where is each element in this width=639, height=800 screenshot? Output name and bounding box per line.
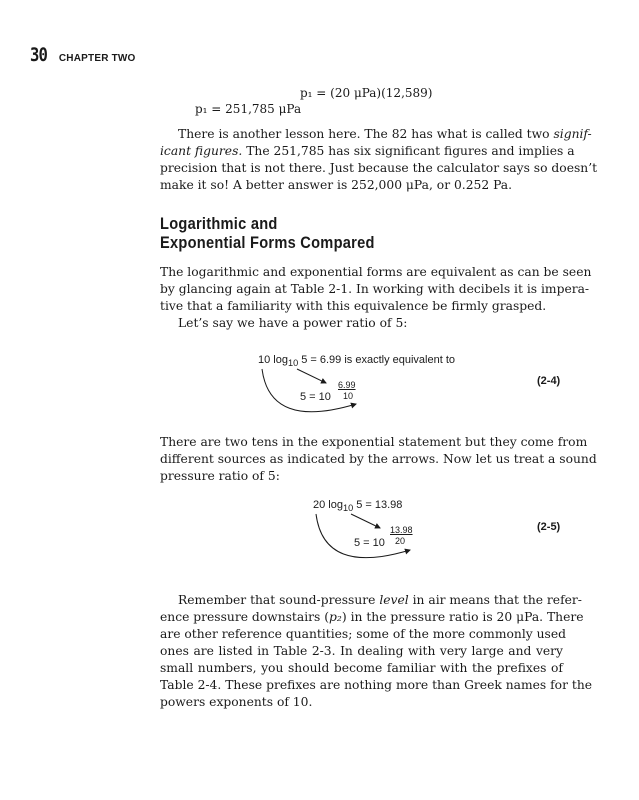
text-line bbox=[160, 592, 582, 609]
arrow-coefficient-to-denominator-1 bbox=[262, 369, 356, 412]
text-line: make it so! A better answer is 252,000 μPa, or 0.252 Pa. bbox=[160, 178, 513, 192]
text-line: powers exponents of 10. bbox=[160, 695, 313, 709]
text-line: tive that a familiarity with this equivalence be firmly grasped. bbox=[160, 299, 547, 313]
paragraph-reference-quantities bbox=[160, 592, 593, 711]
text-line: Let’s say we have a power ratio of 5: bbox=[178, 316, 408, 330]
subscript: 10 bbox=[287, 358, 299, 369]
text-line: precision that is not there. Just because the calculator says so doesn’t bbox=[160, 161, 598, 175]
equation-number-2-5: (2-5) bbox=[537, 521, 561, 533]
text-line: are other reference quantities; some of the more commonly used bbox=[160, 627, 566, 641]
text-span: 10 log bbox=[258, 354, 288, 366]
text-line: small numbers, you should become familiar with the prefixes of bbox=[160, 661, 563, 675]
diagram-2-exp-base: 5 = 10 bbox=[354, 537, 385, 549]
italic-term: signif- bbox=[553, 127, 592, 141]
equation-p1-result: p₁ = 251,785 μPa bbox=[195, 102, 302, 116]
text-span: The 251,785 has six significant figures and implies a bbox=[242, 144, 575, 158]
text-line: The logarithmic and exponential forms are equivalent as can be seen bbox=[160, 265, 592, 279]
text-line: Table 2-4. These prefixes are nothing more than Greek names for the bbox=[160, 678, 593, 692]
heading-line-1: Logarithmic and bbox=[160, 214, 278, 233]
subscript: 10 bbox=[342, 503, 354, 514]
text-span: There is another lesson here. The 82 has what is called two bbox=[178, 127, 554, 141]
text-line: pressure ratio of 5: bbox=[160, 469, 280, 483]
diagram-1-exp-denominator: 10 bbox=[343, 391, 354, 401]
text-line: ones are listed in Table 2-3. In dealing with very large and very bbox=[160, 644, 563, 658]
diagram-1-exp-numerator: 6.99 bbox=[338, 380, 356, 390]
chapter-label: CHAPTER TWO bbox=[58, 53, 136, 64]
text-line: different sources as indicated by the arrows. Now let us treat a sound bbox=[160, 452, 597, 466]
diagram-2-exp-numerator: 13.98 bbox=[390, 525, 413, 535]
text-line: by glancing again at Table 2-1. In working with decibels it is impera- bbox=[160, 282, 590, 296]
text-line bbox=[160, 609, 584, 626]
text-span: 20 log bbox=[313, 499, 343, 511]
page-number: 30 bbox=[30, 44, 48, 66]
text-span: ence pressure downstairs ( bbox=[160, 610, 330, 624]
arrow-log-base-to-exponent-1 bbox=[297, 369, 326, 383]
italic-term: level bbox=[379, 593, 409, 607]
text-line: There are two tens in the exponential statement but they come from bbox=[160, 435, 588, 449]
equation-p1-product: p₁ = (20 μPa)(12,589) bbox=[300, 86, 433, 100]
text-span: Remember that sound-pressure bbox=[178, 593, 380, 607]
diagram-2-exp-denominator: 20 bbox=[395, 536, 406, 546]
arrow-log-base-to-exponent-2 bbox=[351, 514, 380, 528]
text-span: in air means that the refer- bbox=[408, 593, 582, 607]
text-span: 5 = 6.99 is exactly equivalent to bbox=[298, 354, 456, 366]
italic-term: icant figures. bbox=[160, 144, 243, 158]
heading-line-2: Exponential Forms Compared bbox=[160, 233, 375, 252]
text-span: 5 = 13.98 bbox=[353, 499, 403, 511]
text-span: ) in the pressure ratio is 20 μPa. There bbox=[341, 610, 584, 624]
arrow-coefficient-to-denominator-2 bbox=[316, 514, 410, 558]
italic-term: p₂ bbox=[329, 610, 342, 624]
equation-number-2-4: (2-4) bbox=[537, 375, 561, 387]
diagram-1-exp-base: 5 = 10 bbox=[300, 391, 331, 403]
